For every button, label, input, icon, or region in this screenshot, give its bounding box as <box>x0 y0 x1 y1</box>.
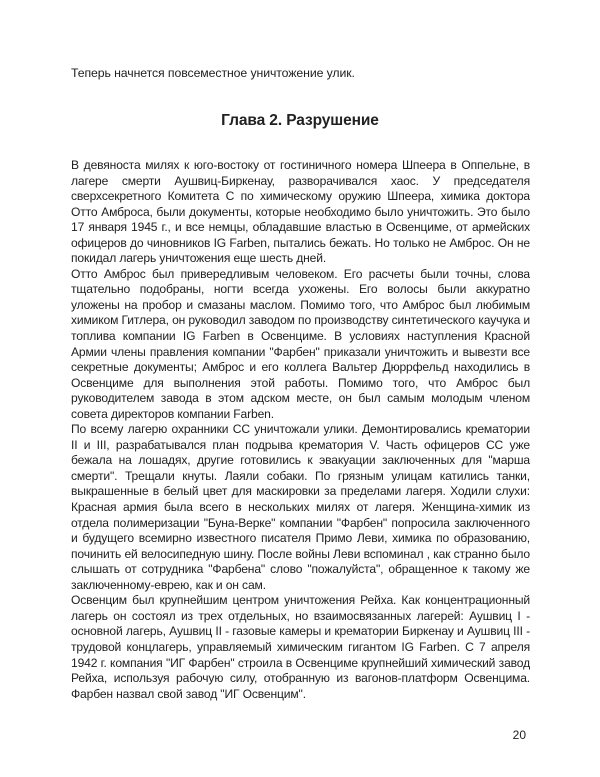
page-number: 20 <box>512 728 526 742</box>
paragraph: Освенцим был крупнейшим центром уничтожения Рейха. Как концентрационный лагерь он состоял из трех отдельных, но взаимосвязанных лагерей: Аушвиц I - основной лагерь, Аушвиц II - газовые камеры и крематории Биркенау и Аушвиц III - трудовой концлагерь, управляемый химическим гигантом IG Farben. С 7 апреля 1942 г. компания "ИГ Фарбен" строила в Освенциме крупнейший химический завод Рейха, используя рабочую силу, отобранную из вагонов-платформ Освенцима. Фарбен назвал свой завод "ИГ Освенцим". <box>71 593 530 701</box>
chapter-heading: Глава 2. Разрушение <box>221 112 379 129</box>
body-text <box>71 158 530 702</box>
lead-paragraph: Теперь начнется повсеместное уничтожение улик. <box>71 66 355 80</box>
paragraph: В девяноста милях к юго-востоку от гостиничного номера Шпеера в Оппельне, в лагере смерти Аушвиц-Биркенау, разворачивался хаос. У председателя сверхсекретного Комитета С по химическому оружию Шпеера, химика доктора Отто Амброса, были документы, которые необходимо было уничтожить. Это было 17 января 1945 г., и все немцы, обладавшие властью в Освенциме, от армейских офицеров до чиновников IG Farben, пытались бежать. Но только не Амброс. Он не покидал лагерь уничтожения еще шесть дней. <box>71 158 530 266</box>
paragraph: Отто Амброс был привередливым человеком. Его расчеты были точны, слова тщательно подобраны, ногти всегда ухожены. Его волосы были аккуратно уложены на пробор и смазаны маслом. Помимо того, что Амброс был любимым химиком Гитлера, он руководил заводом по производству синтетического каучука и топлива компании IG Farben в Освенциме. В условиях наступления Красной Армии члены правления компании "Фарбен" приказали уничтожить и вывезти все секретные документы; Амброс и его коллега Вальтер Дюррфельд находились в Освенциме для выполнения этой работы. Помимо того, что Амброс был руководителем завода в этом адском месте, он был самым молодым членом совета директоров компании Farben. <box>71 266 530 421</box>
paragraph: По всему лагерю охранники СС уничтожали улики. Демонтировались крематории II и III, разрабатывался план подрыва крематория V. Часть офицеров СС уже бежала на лошадях, другие готовились к эвакуации заключенных для "марша смерти". Трещали кнуты. Лаяли собаки. По грязным улицам катились танки, выкрашенные в белый цвет для маскировки за пределами лагеря. Ходили слухи: Красная армия была всего в нескольких милях от лагеря. Женщина-химик из отдела полимеризации "Буна-Верке" компании "Фарбен" попросила заключенного и будущего всемирно известного писателя Примо Леви, химика по образованию, починить ей велосипедную шину. После войны Леви вспоминал , как странно было слышать от сотрудника "Фарбена" слово "пожалуйста", обращенное к такому же заключенному-еврею, как и он сам. <box>71 422 530 592</box>
